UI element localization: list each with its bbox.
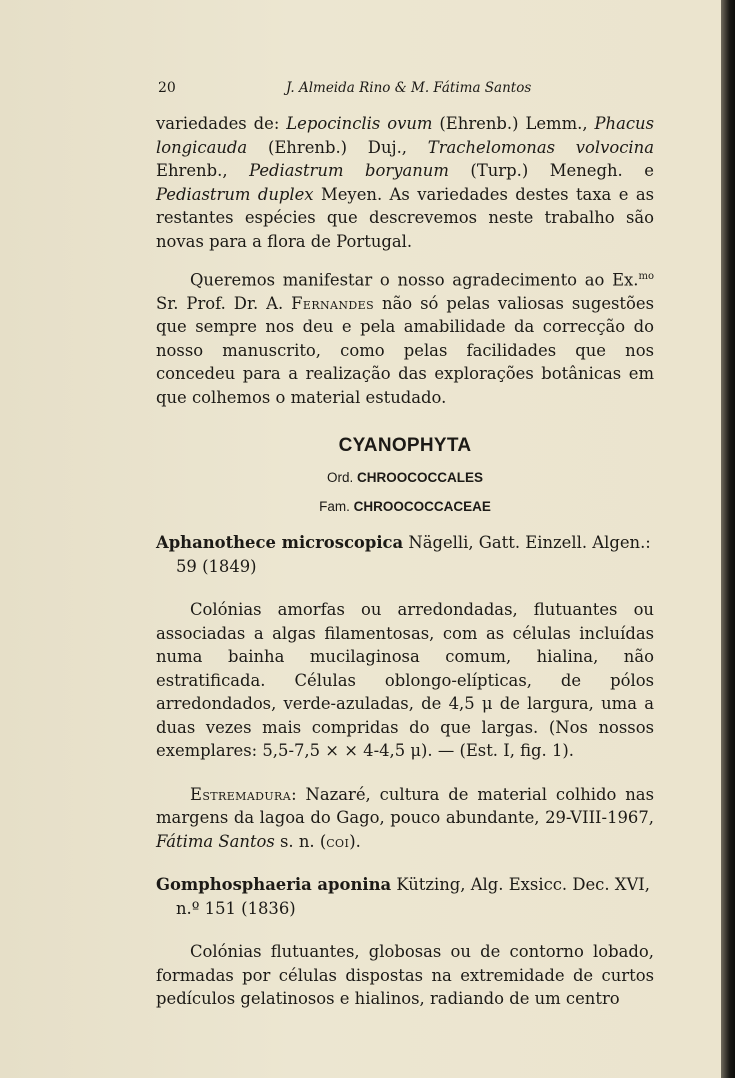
species-name: Aphanothece microscopica [156, 533, 404, 553]
text-run: (Turp.) Menegh. e [448, 161, 654, 180]
author-name: Fernandes [291, 293, 375, 313]
intro-paragraph-1 [156, 112, 654, 253]
species-heading-1 [156, 531, 654, 578]
locality-region: Estremadura [190, 784, 292, 804]
book-spine-shadow [721, 0, 735, 1078]
species-name: Gomphosphaeria aponina [156, 875, 392, 895]
species-heading-2 [156, 873, 654, 920]
family-heading [156, 494, 654, 519]
running-head: J. Almeida Rino & M. Fátima Santos [286, 80, 532, 96]
order-prefix: Ord. [326, 470, 357, 486]
division-heading: CYANOPHYTA [338, 435, 472, 457]
acknowledgement-paragraph [156, 265, 654, 409]
superscript: mo [638, 271, 654, 282]
taxon-name: Pediastrum duplex [156, 184, 314, 204]
text-run: variedades de: [156, 114, 287, 133]
text-run: Ehrenb., [156, 161, 250, 180]
page-header [158, 80, 658, 102]
text-run: Queremos manifestar o nosso agradecimento ao Ex. [190, 270, 639, 290]
taxon-name: Pediastrum boryanum [249, 161, 449, 180]
page-body [156, 112, 654, 1011]
species-citation: Kützing, Alg. Exsicc. Dec. XVI, n.º 151 (1836) [176, 875, 650, 918]
order-name: CHROOCOCCALES [357, 470, 484, 486]
text-run: Sr. Prof. Dr. A. [156, 293, 292, 313]
text-run: não só pelas valiosas sugestões que sempre nos deu e pela amabilidade da correcção do nosso manuscrito, como pelas facilidades que nos concedeu para a realização das explorações botânicas em que colhemos o material estudado. [156, 293, 654, 407]
text-run: (Ehrenb.) Lemm., [432, 114, 595, 133]
species-description-2: Colónias flutuantes, globosas ou de contorno lobado, formadas por células dispostas na extremidade de curtos pedículos gelatinosos e hialinos, radiando de um centro [156, 942, 654, 1009]
order-heading [156, 465, 654, 490]
text-run: Meyen. As variedades destes taxa e as restantes espécies que descrevemos neste trabalho são novas para a flora de Portugal. [156, 184, 654, 251]
page-number: 20 [158, 80, 176, 96]
taxon-name: Lepocinclis ovum [286, 114, 433, 133]
herbarium-code: coi [326, 831, 350, 851]
taxon-name: Trachelomonas volvocina [427, 137, 655, 157]
collector-name: Fátima Santos [156, 831, 275, 851]
voucher-text: s. n. ( [274, 831, 327, 851]
species-locality-1 [156, 783, 654, 854]
text-run: (Ehrenb.) Duj., [247, 137, 428, 157]
family-prefix: Fam. [319, 499, 354, 515]
species-description-1: Colónias amorfas ou arredondadas, flutuantes ou associadas a algas filamentosas, com as células incluídas numa bainha mucilaginosa comum, hialina, não estratificada. Células oblongo-elípticas, de pólos arredondados, verde-azuladas, de 4,5 μ de largura, uma a duas vezes mais compridas do que largas. (Nos nossos exemplares: 5,5-7,5 × × 4-4,5 μ). — (Est. I, fig. 1). [156, 600, 654, 761]
species-citation: Nägelli, Gatt. Einzell. Algen.: 59 (1849) [176, 533, 651, 576]
family-name: CHROOCOCCACEAE [353, 499, 491, 515]
voucher-text: ). [349, 831, 361, 851]
locality-text: : Nazaré, cultura de material colhido nas margens da lagoa do Gago, pouco abundante, 29-VIII-1967, [156, 784, 654, 828]
taxon-name: Phacus longicauda [156, 114, 654, 157]
